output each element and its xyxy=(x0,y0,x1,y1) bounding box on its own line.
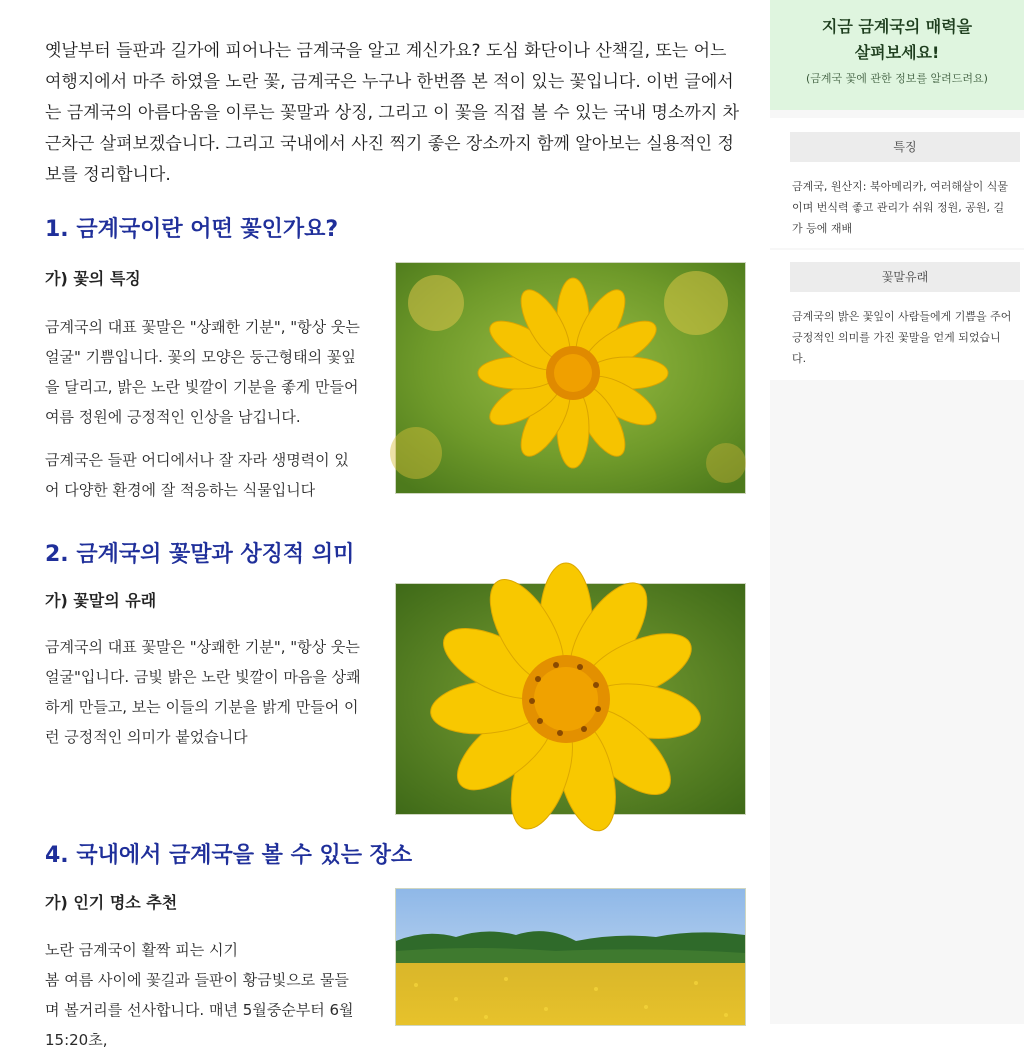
section-2-paragraph-1: 금계국의 대표 꽃말은 "상쾌한 기분", "항상 웃는 얼굴"입니다. 금빛 밝은 노란 빛깔이 마음을 상쾌하게 만들고, 보는 이들의 기분을 밝게 만들어 이런 긍정적인 의미가 붙었습니다 xyxy=(45,638,361,746)
widget-origin-body: 금계국의 밝은 꽃잎이 사람들에게 기쁨을 주어 긍정적인 의미를 가진 꽃말을 얻게 되었습니다. xyxy=(792,310,1012,365)
section-4-paragraph-1: 노란 금계국이 활짝 피는 시기 봄 여름 사이에 꽃길과 들판이 황금빛으로 물들며 볼거리를 선사합니다. 매년 5월중순부터 6월 15:20초, xyxy=(45,941,354,1049)
section-1-heading: 1. 금계국이란 어떤 꽃인가요? xyxy=(45,217,339,242)
section-2-subheading: 가) 꽃말의 유래 xyxy=(45,591,157,610)
sidebar xyxy=(770,0,1024,1024)
cta-title: 지금 금계국의 매력을 살펴보세요! xyxy=(821,17,973,62)
section-2-heading: 2. 금계국의 꽃말과 상징적 의미 xyxy=(45,542,355,567)
section-4-subheading: 가) 인기 명소 추천 xyxy=(45,893,178,912)
sidebar-cta-banner[interactable] xyxy=(770,0,1024,110)
section-1-paragraph-1: 금계국의 대표 꽃말은 "상쾌한 기분", "항상 웃는 얼굴" 기쁨입니다. 꽃의 모양은 둥근형태의 꽃잎을 달리고, 밝은 노란 빛깔이 기분을 좋게 만들어 여름 정원에 긍정적인 인상을 남깁니다. xyxy=(45,318,360,426)
intro-paragraph: 옛날부터 들판과 길가에 피어나는 금계국을 알고 계신가요? 도심 화단이나 산책길, 또는 어느 여행지에서 마주 하였을 노란 꽃, 금계국은 누구나 한번쯤 본 적이 있는 꽃입니다. 이번 글에서는 금계국의 아름다움을 이루는 꽃말과 상징, 그리고 이 꽃을 직접 볼 수 있는 국내 명소까지 차근차근 살펴보겠습니다. 그리고 국내에서 사진 찍기 좋은 장소까지 함께 알아보는 실용적인 정보를 정리합니다. xyxy=(45,41,740,185)
coreopsis-photo-1 xyxy=(395,262,746,494)
section-4-heading: 4. 국내에서 금계국을 볼 수 있는 장소 xyxy=(45,843,413,868)
widget-origin-title: 꽃말유래 xyxy=(790,262,1020,292)
widget-features-body: 금계국, 원산지: 북아메리카, 여러해살이 식물 이며 번식력 좋고 관리가 쉬워 정원, 공원, 길가 등에 재배 xyxy=(792,180,1008,235)
coreopsis-photo-2 xyxy=(395,583,746,815)
cta-subtitle: (금계국 꽃에 관한 정보를 알려드려요) xyxy=(806,72,988,85)
section-1-subheading: 가) 꽃의 특징 xyxy=(45,269,141,288)
widget-origin xyxy=(770,250,1024,380)
widget-features xyxy=(770,118,1024,248)
widget-features-title: 특징 xyxy=(790,132,1020,162)
coreopsis-field-photo xyxy=(395,888,746,1026)
article-main xyxy=(45,0,750,1049)
section-1-paragraph-2: 금계국은 들판 어디에서나 잘 자라 생명력이 있어 다양한 환경에 잘 적응하는 식물입니다 xyxy=(45,451,349,499)
